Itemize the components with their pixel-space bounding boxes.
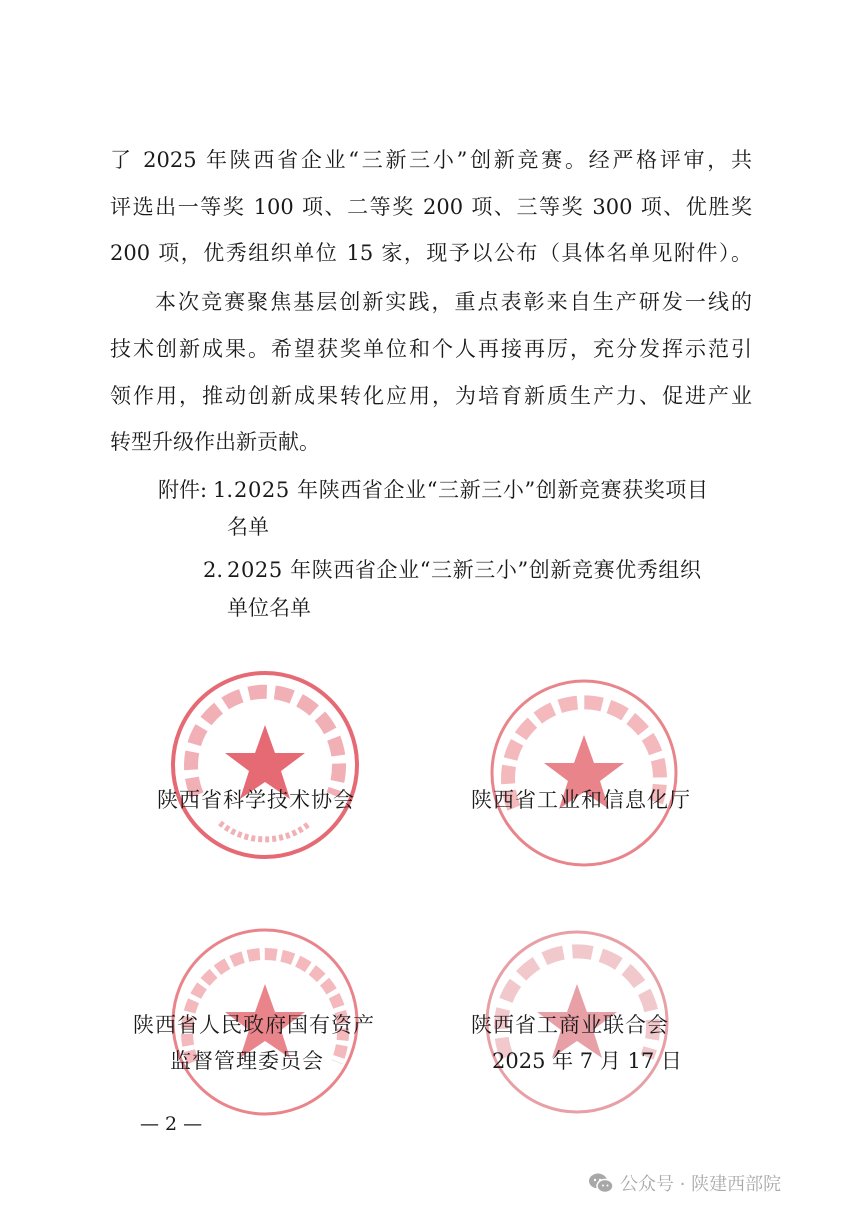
signatory-name-cont: 监督管理委员会: [170, 1049, 324, 1073]
attachment-title: 2025 年陕西省企业“三新三小”创新竞赛优秀组织: [227, 558, 702, 582]
paragraph-line: 本次竞赛聚焦基层创新实践，重点表彰来自生产研发一线的: [155, 290, 752, 314]
wechat-icon: [588, 1172, 614, 1194]
signatory-name: 陕西省科学技术协会: [157, 788, 355, 812]
wechat-footer: [588, 1170, 781, 1196]
footer-text: 公众号 · 陕建西部院: [620, 1174, 782, 1195]
seal-code-mark: [220, 823, 310, 839]
official-seal-stamp: [165, 665, 365, 865]
signatory-name: 陕西省工商业联合会: [471, 1013, 669, 1037]
paragraph-line: 评选出一等奖 100 项、二等奖 200 项、三等奖 300 项、优胜奖: [110, 195, 752, 219]
paragraph-line: 了 2025 年陕西省企业“三新三小”创新竞赛。经严格评审，共: [110, 148, 752, 172]
attachments-label: 附件:: [158, 478, 208, 502]
paragraph-line: 技术创新成果。希望获奖单位和个人再接再厉，充分发挥示范引: [110, 337, 752, 361]
paragraph-line: 领作用，推动创新成果转化应用，为培育新质生产力、促进产业: [110, 384, 752, 408]
document-date: 2025 年 7 月 17 日: [492, 1049, 682, 1073]
attachment-title-cont: 名单: [227, 515, 269, 539]
attachment-number: 2.: [203, 558, 224, 582]
attachment-title-cont: 单位名单: [227, 596, 311, 620]
attachment-title: 2025 年陕西省企业“三新三小”创新竞赛获奖项目: [234, 478, 709, 502]
paragraph-line: 200 项，优秀组织单位 15 家，现予以公布（具体名单见附件）。: [110, 241, 752, 265]
signatory-name: 陕西省工业和信息化厅: [471, 788, 691, 812]
official-seal-stamp: [484, 673, 684, 873]
attachment-number: 1.: [213, 478, 234, 502]
page-number: — 2 —: [140, 1113, 203, 1135]
paragraph-line: 转型升级作出新贡献。: [110, 430, 320, 454]
signatory-name: 陕西省人民政府国有资产: [133, 1013, 375, 1037]
